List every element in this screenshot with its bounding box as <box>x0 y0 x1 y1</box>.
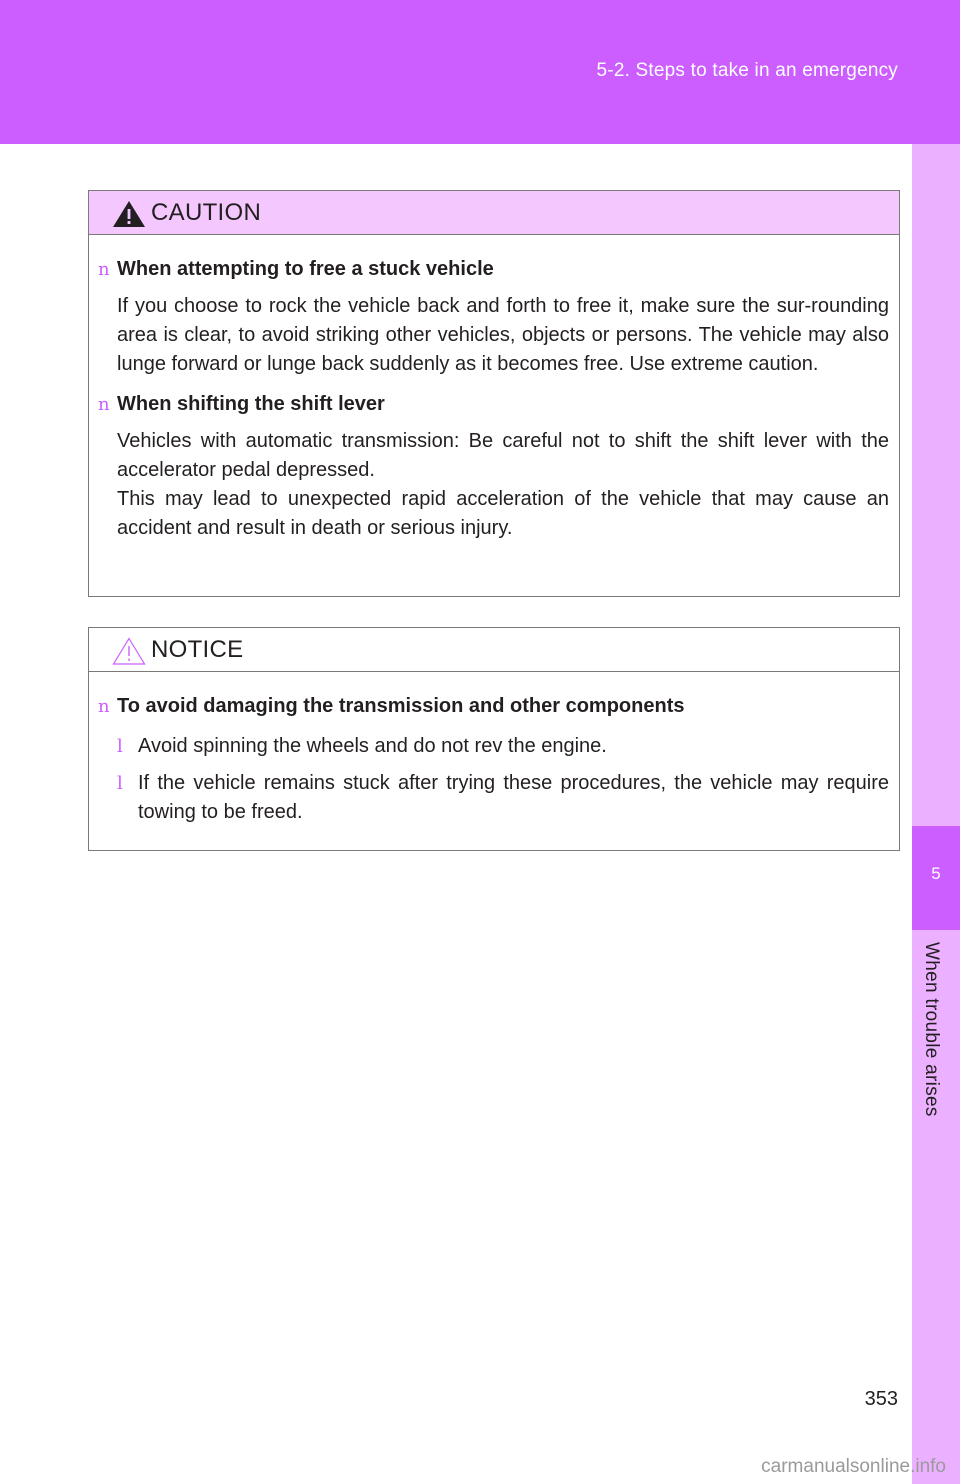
notice-subitem <box>117 732 889 761</box>
sub-bullet-marker: l <box>117 773 123 794</box>
notice-subitem <box>117 769 889 827</box>
notice-body <box>89 672 899 827</box>
subitem-text: Avoid spinning the wheels and do not rev the engine. <box>138 735 607 757</box>
page-header <box>0 0 960 144</box>
caution-paragraph: This may lead to unexpected rapid acceleration of the vehicle that may cause an accident and result in death or serious injury. <box>117 488 889 539</box>
caution-paragraph: Vehicles with automatic transmission: Be careful not to shift the shift lever with the accelerator pedal depressed. <box>117 430 889 481</box>
caution-heading: CAUTION <box>151 199 262 226</box>
notice-heading: NOTICE <box>151 636 244 663</box>
bullet-marker: n <box>98 394 110 415</box>
chapter-title: When trouble arises <box>921 942 942 1117</box>
bullet-marker: n <box>98 696 110 717</box>
caution-item-title <box>98 255 889 284</box>
item-title-text: When attempting to free a stuck vehicle <box>117 258 494 280</box>
sub-bullet-marker: l <box>117 736 123 757</box>
caution-item-title <box>98 390 889 419</box>
caution-paragraph: If you choose to rock the vehicle back and forth to free it, make sure the sur-rounding area is clear, to avoid striking other vehicles, objects or persons. The vehicle may also lunge forward or lunge back suddenly as it becomes free. Use extreme caution. <box>117 295 889 375</box>
caution-body <box>89 235 899 543</box>
notice-header <box>89 628 899 672</box>
chapter-number: 5 <box>931 864 941 883</box>
chapter-number-box <box>912 826 960 930</box>
subitem-text: If the vehicle remains stuck after trying these procedures, the vehicle may require towing to be freed. <box>138 772 889 823</box>
page-number: 353 <box>864 1388 898 1410</box>
warning-outline-icon <box>111 636 147 666</box>
notice-item-title <box>98 692 889 721</box>
notice-box <box>88 627 900 851</box>
warning-filled-icon <box>111 199 147 229</box>
bullet-marker: n <box>98 259 110 280</box>
item-title-text: To avoid damaging the transmission and other components <box>117 695 685 717</box>
caution-header <box>89 191 899 235</box>
caution-box <box>88 190 900 597</box>
watermark: carmanualsonline.info <box>761 1456 946 1477</box>
item-title-text: When shifting the shift lever <box>117 393 385 415</box>
section-title: 5-2. Steps to take in an emergency <box>596 60 898 81</box>
chapter-side-tab <box>912 144 960 1484</box>
